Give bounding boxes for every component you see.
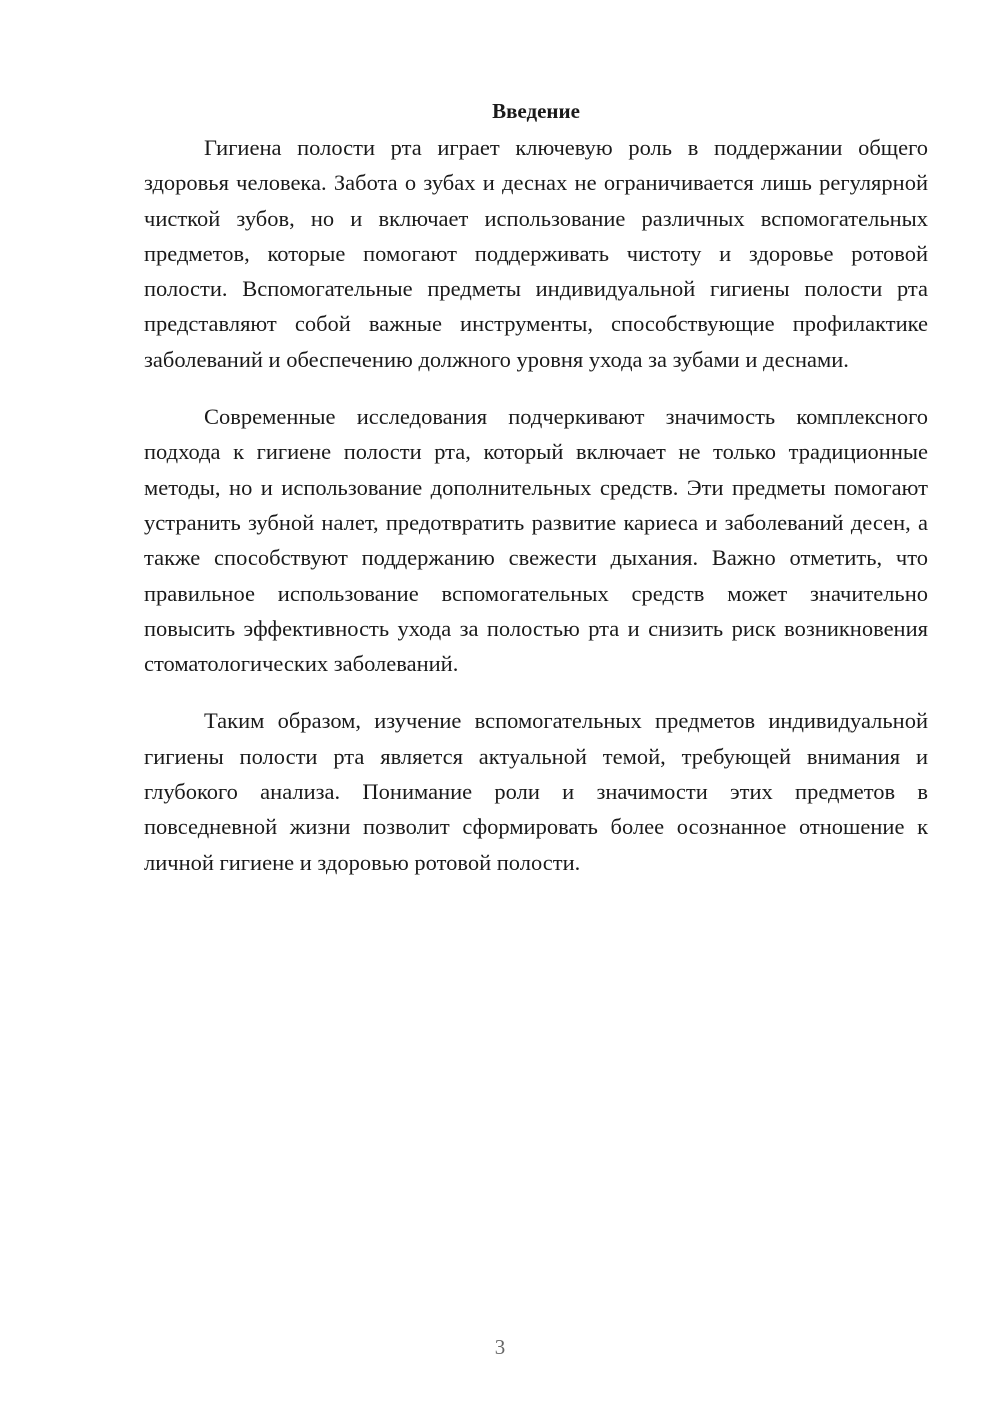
page-content — [144, 96, 928, 902]
paragraph-1: Гигиена полости рта играет ключевую роль в поддержании общего здоровья человека. Забота о зубах и деснах не ограничивается лишь регулярной чисткой зубов, но и включает использование различных вспомогательных предметов, которые помогают поддерживать чистоту и здоровье ротовой полости. Вспомогательные предметы индивидуальной гигиены полости рта представляют собой важные инструменты, способствующие профилактике заболеваний и обеспечению должного уровня ухода за зубами и деснами. — [144, 135, 928, 372]
paragraph-2: Современные исследования подчеркивают значимость комплексного подхода к гигиене полости рта, который включает не только традиционные методы, но и использование дополнительных средств. Эти предметы помогают устранить зубной налет, предотвратить развитие кариеса и заболеваний десен, а также способствуют поддержанию свежести дыхания. Важно отметить, что правильное использование вспомогательных средств может значительно повысить эффективность ухода за полостью рта и снизить риск возникновения стоматологических заболеваний. — [144, 404, 928, 677]
paragraph-3: Таким образом, изучение вспомогательных предметов индивидуальной гигиены полости рта является актуальной темой, требующей внимания и глубокого анализа. Понимание роли и значимости этих предметов в повседневной жизни позволит сформировать более осознанное отношение к личной гигиене и здоровью ротовой полости. — [144, 708, 928, 875]
page-number: 3 — [494, 1335, 506, 1359]
section-heading: Введение — [492, 99, 580, 123]
